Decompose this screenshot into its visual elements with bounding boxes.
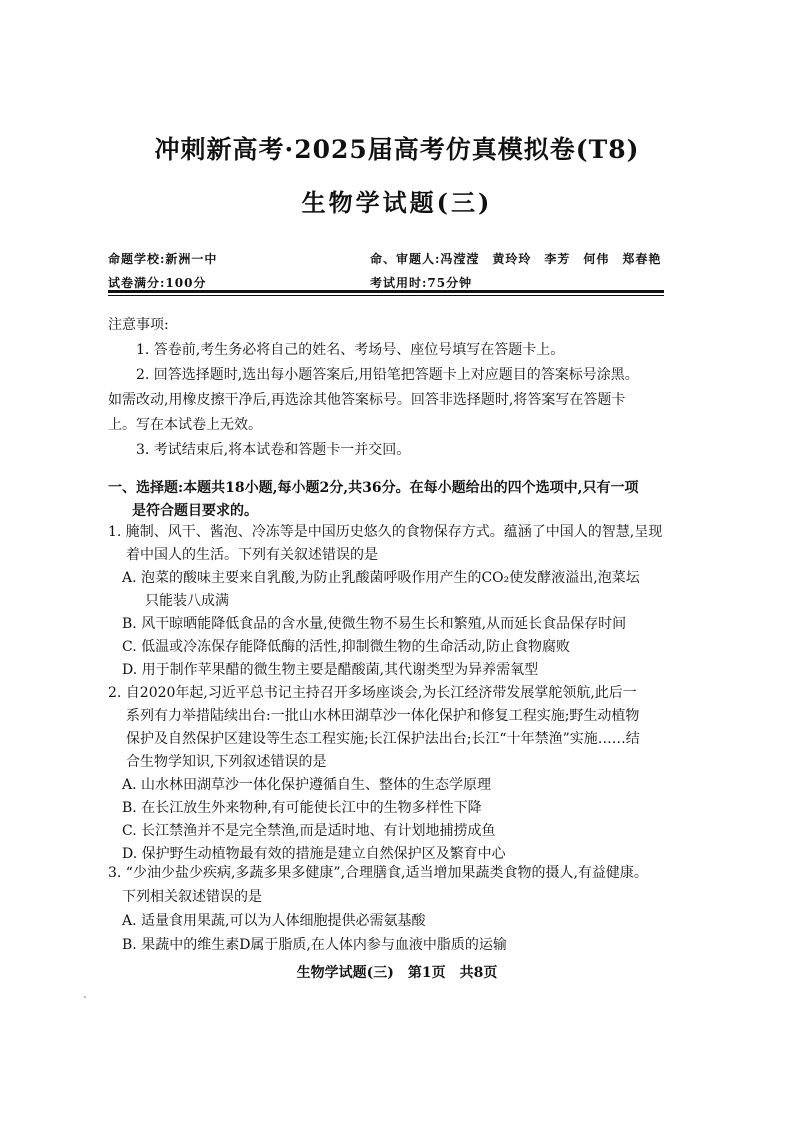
exam-title: 冲刺新高考·2025届高考仿真模拟卷(T8)	[154, 135, 640, 164]
q2-stem-cont-3: 合生物学知识,下列叙述错误的是	[126, 754, 327, 770]
page-footer: 生物学试题(三) 第1页 共8页	[296, 965, 498, 981]
q1-stem: 1. 腌制、风干、酱泡、冷冻等是中国历史悠久的食物保存方式。蕴涵了中国人的智慧,呈现	[108, 524, 663, 540]
notice-item-2-cont: 如需改动,用橡皮擦干净后,再选涂其他答案标号。回答非选择题时,将答案写在答题卡	[108, 392, 626, 408]
notice-item-2-cont2: 上。写在本试卷上无效。	[108, 417, 262, 433]
q1-stem-cont: 着中国人的生活。下列有关叙述错误的是	[126, 547, 378, 563]
q1-option-c: C. 低温或冷冻保存能降低酶的活性,抑制微生物的生命活动,防止食物腐败	[122, 639, 571, 655]
notice-item-1: 1. 答卷前,考生务必将自己的姓名、考场号、座位号填写在答题卡上。	[136, 342, 565, 358]
reviewers-label: 命、审题人:冯滢滢 黄玲玲 李芳 何伟 郑春艳	[370, 252, 662, 266]
q1-option-a-cont: 只能装八成满	[145, 593, 229, 609]
exam-subtitle: 生物学试题(三)	[301, 188, 493, 217]
q1-option-d: D. 用于制作苹果醋的微生物主要是醋酸菌,其代谢类型为异养需氧型	[122, 662, 539, 678]
school-label: 命题学校:新洲一中	[108, 252, 218, 266]
q3-option-a: A. 适量食用果蔬,可以为人体细胞提供必需氨基酸	[122, 913, 426, 929]
q3-stem: 3. “少油少盐少疾病,多蔬多果多健康”,合理膳食,适当增加果蔬类食物的摄人,有益健康。	[108, 865, 648, 881]
section-1-heading-cont: 是符合题目要求的。	[132, 503, 258, 519]
section-1-heading: 一、选择题:本题共18小题,每小题2分,共36分。在每小题给出的四个选项中,只有一项	[108, 480, 639, 496]
q2-option-c: C. 长江禁渔并不是完全禁渔,而是适时地、有计划地捕捞成鱼	[122, 823, 496, 839]
notice-item-3: 3. 考试结束后,将本试卷和答题卡一并交回。	[136, 442, 411, 458]
header-rule-thin	[108, 295, 664, 296]
q3-option-b: B. 果蔬中的维生素D属于脂质,在人体内参与血液中脂质的运输	[122, 937, 507, 953]
notice-heading: 注意事项:	[108, 317, 169, 333]
q2-stem: 2. 自2020年起,习近平总书记主持召开多场座谈会,为长江经济带发展掌舵领航,此后一	[108, 685, 637, 701]
q3-stem-cont: 下列相关叙述错误的是	[122, 889, 262, 905]
full-score-label: 试卷满分:100分	[108, 276, 207, 290]
q2-stem-cont-2: 保护及自然保护区建设等生态工程实施;长江保护法出台;长江“十年禁渔”实施……结	[126, 731, 640, 747]
q2-option-b: B. 在长江放生外来物种,有可能使长江中的生物多样性下降	[122, 800, 482, 816]
q2-option-d: D. 保护野生动植物最有效的措施是建立自然保护区及繁育中心	[122, 846, 506, 862]
q1-option-a: A. 泡菜的酸味主要来自乳酸,为防止乳酸菌呼吸作用产生的CO₂使发酵液溢出,泡菜坛	[122, 570, 640, 586]
q2-stem-cont-1: 系列有力举措陆续出台:一批山水林田湖草沙一体化保护和修复工程实施;野生动植物	[126, 708, 640, 724]
scan-speck	[84, 996, 86, 998]
notice-item-2: 2. 回答选择题时,选出每小题答案后,用铅笔把答题卡上对应题目的答案标号涂黑。	[136, 367, 639, 383]
q1-option-b: B. 风干晾晒能降低食品的含水量,使微生物不易生长和繁殖,从而延长食品保存时间	[122, 616, 627, 632]
q2-option-a: A. 山水林田湖草沙一体化保护遵循自生、整体的生态学原理	[122, 777, 492, 793]
duration-label: 考试用时:75分钟	[370, 276, 473, 290]
header-rule-thick	[108, 290, 664, 293]
